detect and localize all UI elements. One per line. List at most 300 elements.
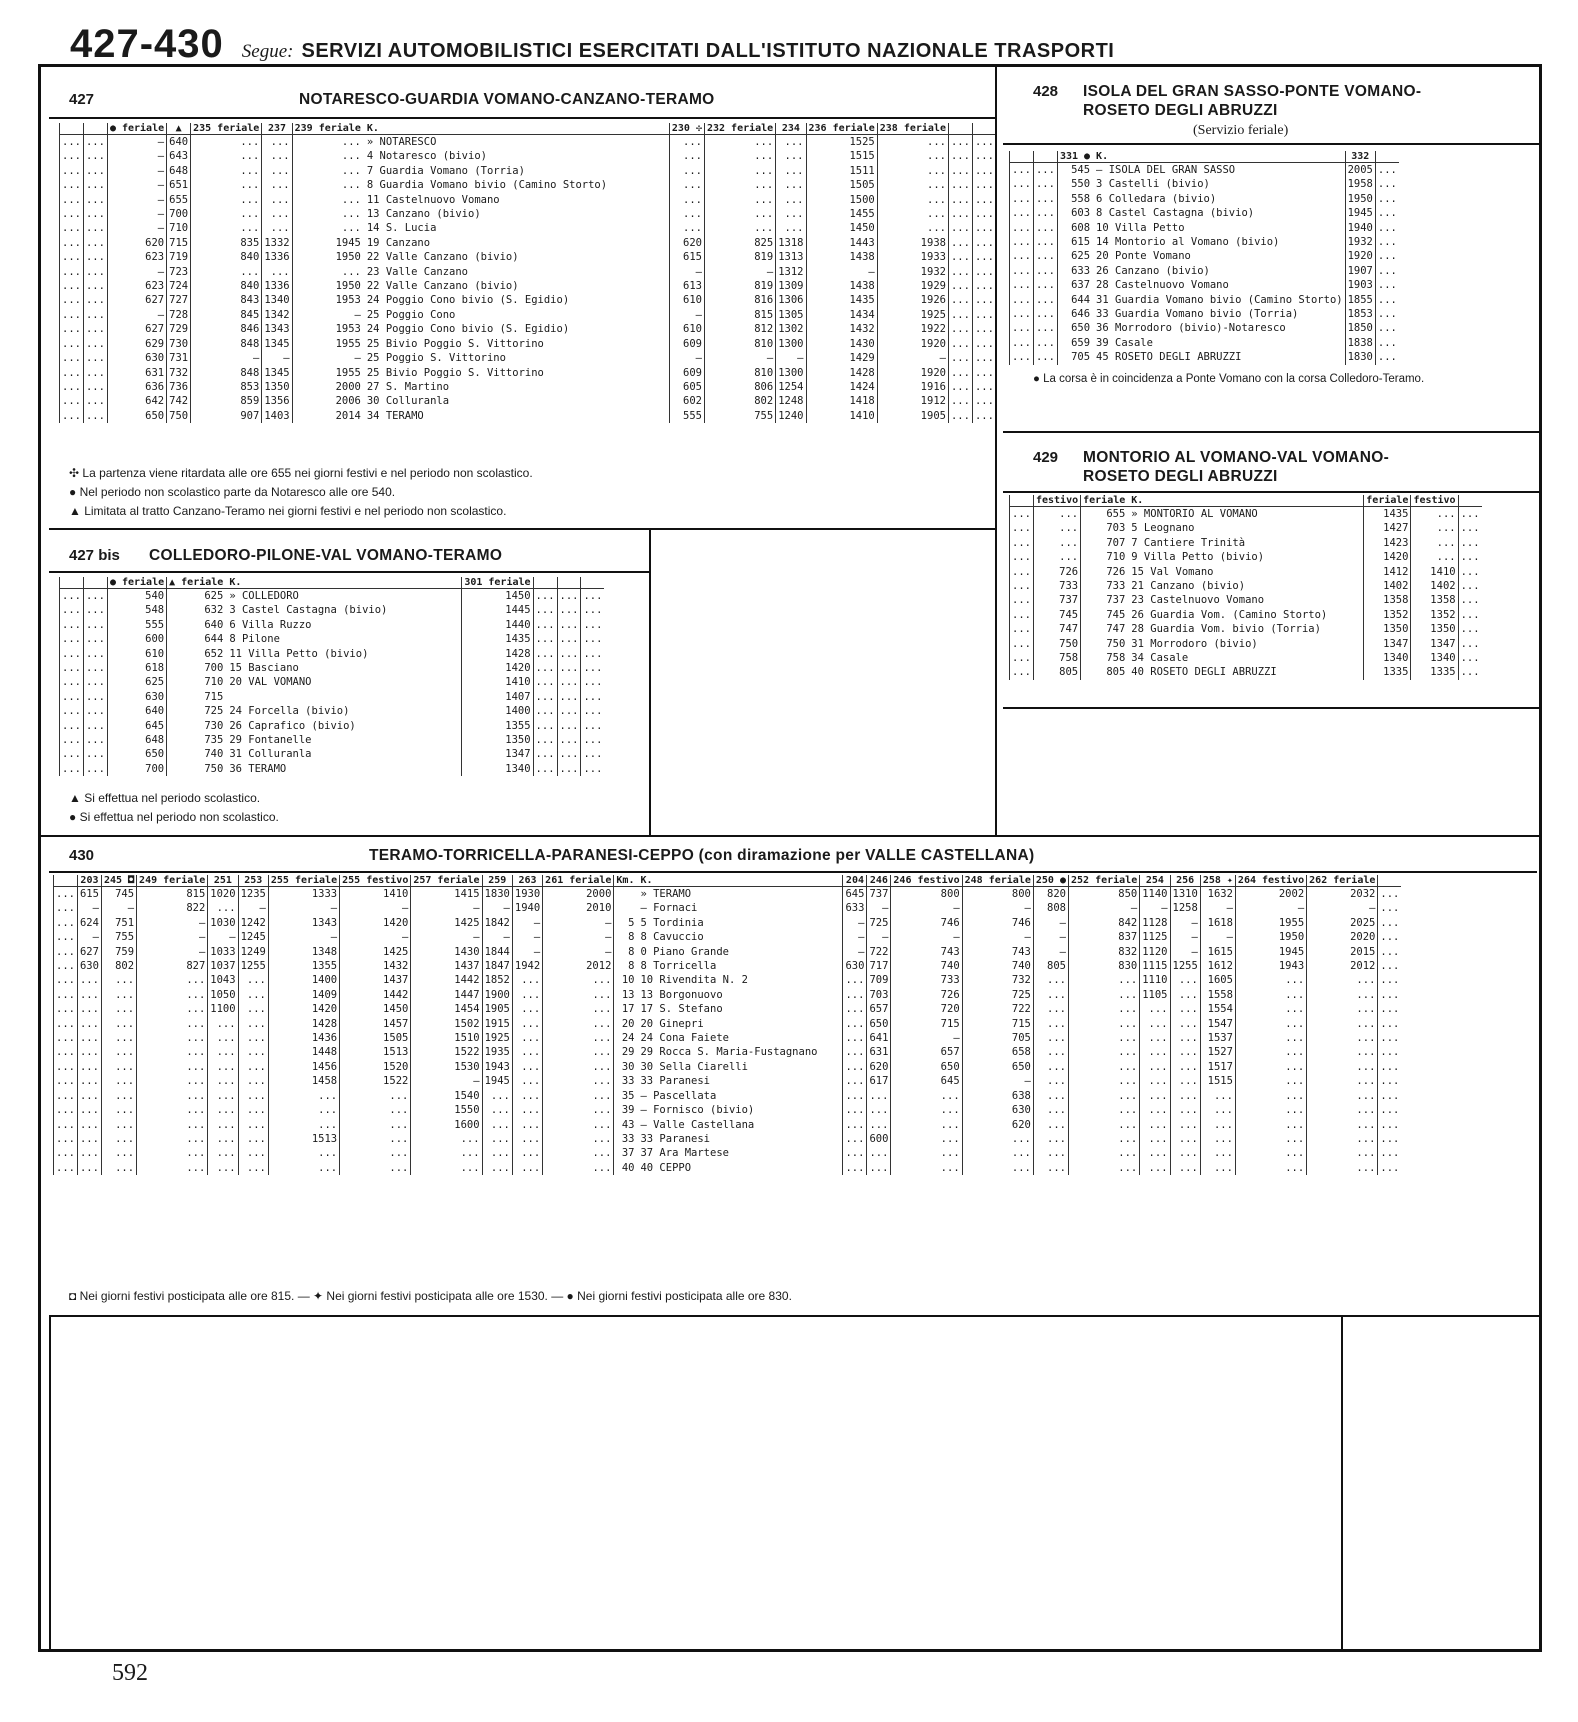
time-cell: 1502 (411, 1017, 482, 1031)
section-title-line2: ROSETO DEGLI ABRUZZI (1083, 468, 1278, 485)
time-cell: ... (83, 690, 107, 704)
time-cell: 1933 (877, 250, 948, 264)
time-cell: ... (557, 733, 581, 747)
time-cell: ... (83, 632, 107, 646)
time-cell: ... (669, 149, 704, 163)
column-header: 251 (208, 875, 238, 887)
time-cell: 1242 (238, 916, 268, 930)
time-cell: ... (1010, 579, 1034, 593)
time-cell: ... (948, 380, 972, 394)
station-name: 14 S. Lucia (366, 222, 437, 235)
time-cell: ... (972, 308, 995, 322)
time-cell: ... (843, 1031, 867, 1045)
time-cell: ... (292, 178, 363, 192)
table-row (1010, 622, 1482, 636)
time-cell: 802 (704, 394, 775, 408)
time-cell: ... (1033, 293, 1057, 307)
time-cell: ... (1033, 536, 1080, 550)
time-cell: — (1235, 901, 1306, 915)
time-cell: ... (238, 1074, 268, 1088)
time-cell: ... (948, 164, 972, 178)
time-cell: ... (1068, 1132, 1139, 1146)
time-cell: 1110 (1140, 973, 1170, 987)
time-cell: ... (512, 1045, 542, 1059)
time-cell: 1410 (1411, 565, 1458, 579)
time-cell: ... (83, 409, 107, 423)
time-cell: ... (948, 149, 972, 163)
time-cell: 1248 (776, 394, 806, 408)
time-cell: ... (1010, 321, 1034, 335)
time-cell: 1953 (292, 293, 363, 307)
time-cell: ... (60, 236, 84, 250)
column-header: 261 feriale (543, 875, 614, 887)
time-cell: ... (1378, 1118, 1401, 1132)
time-cell: 1356 (262, 394, 292, 408)
section-title-line1: ISOLA DEL GRAN SASSO-PONTE VOMANO- (1083, 83, 1422, 100)
time-cell: 620 (962, 1118, 1033, 1132)
time-cell: ... (1010, 192, 1034, 206)
time-cell: ... (891, 1089, 962, 1103)
time-cell: ... (1140, 1118, 1170, 1132)
time-cell: 747 (1033, 622, 1080, 636)
time-cell: 1309 (776, 279, 806, 293)
time-cell: 1355 (462, 719, 533, 733)
time-cell: ... (137, 1161, 208, 1175)
table-row (60, 603, 605, 617)
time-cell: 1955 (1235, 916, 1306, 930)
time-cell: ... (557, 618, 581, 632)
column-header (1010, 151, 1034, 163)
time-cell: ... (1375, 350, 1398, 364)
time-cell: ... (1458, 665, 1481, 679)
time-cell: 1240 (776, 409, 806, 423)
time-cell: ... (83, 733, 107, 747)
time-cell: ... (1375, 321, 1398, 335)
time-cell: — (268, 901, 339, 915)
time-cell: — (411, 930, 482, 944)
time-cell: ... (101, 1146, 136, 1160)
time-cell: 850 (1068, 887, 1139, 902)
time-cell: 1358 (1411, 593, 1458, 607)
time-cell: 1407 (462, 690, 533, 704)
time-cell: 725 (962, 988, 1033, 1002)
table-row (60, 265, 996, 279)
station-name: 33 Paranesi (640, 1132, 711, 1145)
column-header: 235 feriale (191, 123, 262, 135)
time-cell: ... (1010, 651, 1034, 665)
time-cell: ... (533, 647, 557, 661)
time-cell: ... (543, 1002, 614, 1016)
time-cell: 728 (167, 308, 191, 322)
time-cell: ... (60, 409, 84, 423)
time-cell: ... (83, 747, 107, 761)
station-name: » COLLEDORO (229, 590, 299, 602)
time-cell: ... (1170, 1103, 1200, 1117)
time-cell: 615 (1057, 235, 1092, 249)
table-row (1010, 608, 1482, 622)
section-title: TERAMO-TORRICELLA-PARANESI-CEPPO (con diramazione per VALLE CASTELLANA) (369, 847, 1035, 864)
time-cell: 640 (167, 135, 191, 150)
column-header: 232 feriale (704, 123, 775, 135)
time-cell: 837 (1068, 930, 1139, 944)
time-cell: ... (1235, 1060, 1306, 1074)
time-cell: 722 (867, 945, 891, 959)
time-cell: ... (191, 164, 262, 178)
time-cell: — (1068, 901, 1139, 915)
time-cell: 2032 (1307, 887, 1378, 902)
time-cell: ... (1140, 1002, 1170, 1016)
time-cell: 1343 (268, 916, 339, 930)
time-cell: 603 (1057, 206, 1092, 220)
time-cell: ... (54, 1060, 78, 1074)
time-cell: ... (704, 193, 775, 207)
column-header (1458, 495, 1481, 507)
time-cell: 723 (167, 265, 191, 279)
table-row (1010, 651, 1482, 665)
station-name: 0 Piano Grande (640, 945, 729, 958)
time-cell: 5 (614, 916, 637, 930)
timetable-frame (38, 64, 1542, 1652)
time-cell: ... (191, 178, 262, 192)
time-cell: 1037 (208, 959, 238, 973)
time-cell: ... (208, 1118, 238, 1132)
time-cell: ... (1411, 507, 1458, 522)
time-cell: ... (262, 149, 292, 163)
time-cell: ... (77, 1060, 101, 1074)
time-cell: ... (533, 762, 557, 776)
time-cell: ... (83, 178, 107, 192)
time-cell: 848 (191, 337, 262, 351)
time-cell: 1400 (268, 973, 339, 987)
time-cell: 605 (669, 380, 704, 394)
time-cell: ... (1378, 887, 1401, 902)
section-subtitle: (Servizio feriale) (1193, 123, 1289, 138)
time-cell: ... (512, 1031, 542, 1045)
time-cell: ... (1010, 565, 1034, 579)
time-cell: ... (1010, 637, 1034, 651)
table-row (1010, 192, 1399, 206)
time-cell: 735 (167, 733, 226, 747)
time-cell: ... (557, 589, 581, 604)
time-cell: ... (867, 1118, 891, 1132)
time-cell: 1425 (411, 916, 482, 930)
time-cell: ... (776, 178, 806, 192)
time-cell: 1350 (1411, 622, 1458, 636)
time-cell: 1352 (1411, 608, 1458, 622)
table-row (60, 207, 996, 221)
time-cell: 750 (1081, 637, 1128, 651)
time-cell: 1522 (340, 1074, 411, 1088)
timetable-429 (1009, 495, 1482, 680)
time-cell: 1445 (462, 603, 533, 617)
time-cell: ... (292, 221, 363, 235)
time-cell: 8 (614, 930, 637, 944)
time-cell: ... (1458, 651, 1481, 665)
time-cell: 812 (704, 322, 775, 336)
time-cell: ... (83, 589, 107, 604)
table-row (1010, 336, 1399, 350)
time-cell: ... (60, 351, 84, 365)
time-cell: — (292, 351, 363, 365)
time-cell: 705 (962, 1031, 1033, 1045)
time-cell: ... (77, 1161, 101, 1175)
time-cell: 745 (101, 887, 136, 902)
column-header: 246 festivo (891, 875, 962, 887)
time-cell: ... (1140, 1031, 1170, 1045)
time-cell: 652 (167, 647, 226, 661)
time-cell: ... (60, 178, 84, 192)
time-cell: — (107, 164, 166, 178)
column-header: 249 feriale (137, 875, 208, 887)
time-cell: ... (191, 149, 262, 163)
table-row (54, 1161, 1402, 1175)
time-cell: 746 (962, 916, 1033, 930)
time-cell: ... (1411, 550, 1458, 564)
time-cell: 20 (614, 1017, 637, 1031)
time-cell: ... (101, 1074, 136, 1088)
time-cell: ... (1307, 1132, 1378, 1146)
time-cell: 40 (614, 1161, 637, 1175)
time-cell: ... (581, 632, 604, 646)
time-cell: 1340 (1364, 651, 1411, 665)
time-cell: ... (972, 193, 995, 207)
time-cell: — (268, 930, 339, 944)
station-name: 28 Guardia Vom. bivio (Torria) (1131, 623, 1321, 636)
section-id: 427 bis (69, 547, 120, 564)
time-cell: — (512, 916, 542, 930)
time-cell: — (1170, 930, 1200, 944)
time-cell: 1400 (462, 704, 533, 718)
table-row (60, 589, 605, 604)
time-cell: 820 (1033, 887, 1068, 902)
table-row (60, 647, 605, 661)
time-cell: ... (411, 1146, 482, 1160)
table-row (60, 733, 605, 747)
time-cell: 1428 (806, 366, 877, 380)
column-header: 332 (1345, 151, 1375, 163)
table-row (60, 409, 996, 423)
time-cell: ... (60, 733, 84, 747)
time-cell: 650 (107, 747, 166, 761)
time-cell: ... (891, 1132, 962, 1146)
timetable-427 (59, 123, 995, 423)
time-cell: ... (83, 279, 107, 293)
time-cell: ... (60, 308, 84, 322)
time-cell: 1302 (776, 322, 806, 336)
time-cell: 1447 (411, 988, 482, 1002)
station-name: 11 Castelnuovo Vomano (366, 193, 500, 206)
time-cell: 1450 (340, 1002, 411, 1016)
time-cell: 1313 (776, 250, 806, 264)
time-cell: ... (101, 1118, 136, 1132)
time-cell: 1420 (340, 916, 411, 930)
note: ◘ Nei giorni festivi posticipata alle ore 815. — ✦ Nei giorni festivi posticipata alle ore 1530. — ● Nei giorni festivi posticipata alle ore 830. (69, 1289, 792, 1303)
time-cell: ... (533, 632, 557, 646)
time-cell: — (482, 930, 512, 944)
time-cell: 1942 (512, 959, 542, 973)
column-header: 248 feriale (962, 875, 1033, 887)
time-cell: ... (54, 945, 78, 959)
time-cell: ... (101, 988, 136, 1002)
table-row (60, 618, 605, 632)
station-name: 30 Colluranla (366, 395, 450, 408)
time-cell: 1955 (292, 337, 363, 351)
table-header-row (54, 875, 1402, 887)
time-cell: ... (1200, 1146, 1235, 1160)
time-cell: 705 (1057, 350, 1092, 364)
time-cell: ... (1068, 988, 1139, 1002)
time-cell: 1437 (411, 959, 482, 973)
time-cell: ... (948, 193, 972, 207)
time-cell: ... (208, 1074, 238, 1088)
time-cell: 1443 (806, 236, 877, 250)
time-cell: ... (776, 164, 806, 178)
time-cell: 1300 (776, 337, 806, 351)
time-cell: 1830 (482, 887, 512, 902)
time-cell: 1850 (1345, 321, 1375, 335)
time-cell: 1932 (1345, 235, 1375, 249)
time-cell: 1950 (1235, 930, 1306, 944)
time-cell: 743 (962, 945, 1033, 959)
time-cell: 1438 (806, 279, 877, 293)
time-cell: ... (54, 1103, 78, 1117)
time-cell: ... (1010, 249, 1034, 263)
time-cell: ... (1235, 1074, 1306, 1088)
time-cell: 1922 (877, 322, 948, 336)
time-cell: ... (962, 1132, 1033, 1146)
time-cell: 725 (167, 704, 226, 718)
time-cell: 1358 (1364, 593, 1411, 607)
time-cell: ... (972, 380, 995, 394)
column-header: 203 (77, 875, 101, 887)
time-cell: ... (1375, 307, 1398, 321)
time-cell: 805 (1033, 665, 1080, 679)
table-row (1010, 307, 1399, 321)
time-cell: 648 (167, 164, 191, 178)
time-cell: 1903 (1345, 278, 1375, 292)
time-cell: 1547 (1200, 1017, 1235, 1031)
time-cell: 1435 (806, 293, 877, 307)
table-row (60, 747, 605, 761)
section-427bis (49, 533, 649, 831)
table-row (60, 135, 996, 150)
time-cell: — (1170, 945, 1200, 959)
time-cell: ... (54, 1017, 78, 1031)
time-cell: ... (581, 733, 604, 747)
table-row (60, 661, 605, 675)
column-header (60, 123, 84, 135)
time-cell: 1300 (776, 366, 806, 380)
time-cell: 643 (167, 149, 191, 163)
time-cell: ... (1068, 1118, 1139, 1132)
time-cell: ... (1235, 973, 1306, 987)
column-header: 254 (1140, 875, 1170, 887)
table-row (1010, 637, 1482, 651)
time-cell: ... (1375, 235, 1398, 249)
time-cell: 602 (669, 394, 704, 408)
time-cell: ... (972, 366, 995, 380)
time-cell: 1245 (238, 930, 268, 944)
time-cell: 1105 (1140, 988, 1170, 1002)
time-cell: ... (972, 164, 995, 178)
time-cell: ... (77, 1146, 101, 1160)
time-cell: 1428 (462, 647, 533, 661)
time-cell: 555 (669, 409, 704, 423)
time-cell: 1412 (1364, 565, 1411, 579)
time-cell: ... (411, 1161, 482, 1175)
time-cell: ... (1140, 1103, 1170, 1117)
station-name: 8 Torricella (640, 960, 717, 973)
station-name: — Fornaci (640, 902, 698, 915)
time-cell: ... (1033, 1132, 1068, 1146)
time-cell: 1926 (877, 293, 948, 307)
table-row (1010, 536, 1482, 550)
time-cell: 853 (191, 380, 262, 394)
time-cell: 726 (1081, 565, 1128, 579)
column-header: 238 feriale (877, 123, 948, 135)
time-cell: 1430 (411, 945, 482, 959)
time-cell: — (137, 945, 208, 959)
time-cell: ... (843, 1118, 867, 1132)
station-name: 8 Cavuccio (640, 931, 704, 944)
time-cell: ... (1378, 959, 1401, 973)
time-cell: ... (1458, 608, 1481, 622)
time-cell: 610 (669, 322, 704, 336)
time-cell: — (107, 149, 166, 163)
time-cell: ... (1033, 988, 1068, 1002)
time-cell: ... (1375, 336, 1398, 350)
station-name: 36 TERAMO (229, 762, 287, 775)
time-cell: 618 (107, 661, 166, 675)
time-cell: ... (1010, 206, 1034, 220)
time-cell: ... (1378, 1045, 1401, 1059)
table-row (60, 221, 996, 235)
time-cell: ... (292, 193, 363, 207)
time-cell: 1043 (208, 973, 238, 987)
table-row (54, 1103, 1402, 1117)
table-row (1010, 264, 1399, 278)
time-cell: ... (83, 293, 107, 307)
time-cell: 802 (101, 959, 136, 973)
column-header (972, 123, 995, 135)
time-cell: — (77, 901, 101, 915)
time-cell: 10 (614, 973, 637, 987)
time-cell: ... (972, 221, 995, 235)
time-cell: ... (972, 337, 995, 351)
time-cell: — (669, 265, 704, 279)
time-cell: 623 (107, 250, 166, 264)
time-cell: ... (1010, 521, 1034, 535)
time-cell: ... (543, 973, 614, 987)
column-header (1033, 151, 1057, 163)
station-name: 45 ROSETO DEGLI ABRUZZI (1096, 351, 1242, 364)
time-cell: ... (238, 1146, 268, 1160)
time-cell: 657 (867, 1002, 891, 1016)
table-row (60, 632, 605, 646)
column-header: 301 feriale (462, 577, 533, 589)
time-cell: 1340 (462, 762, 533, 776)
time-cell: ... (1033, 1074, 1068, 1088)
time-cell: ... (704, 178, 775, 192)
time-cell: ... (1010, 665, 1034, 679)
station-name: 8 Castel Castagna (bivio) (1096, 207, 1255, 220)
time-cell: — (482, 901, 512, 915)
time-cell: ... (1068, 1161, 1139, 1175)
time-cell: ... (1010, 507, 1034, 522)
time-cell: ... (1307, 1045, 1378, 1059)
time-cell: ... (77, 1031, 101, 1045)
time-cell: 1402 (1364, 579, 1411, 593)
